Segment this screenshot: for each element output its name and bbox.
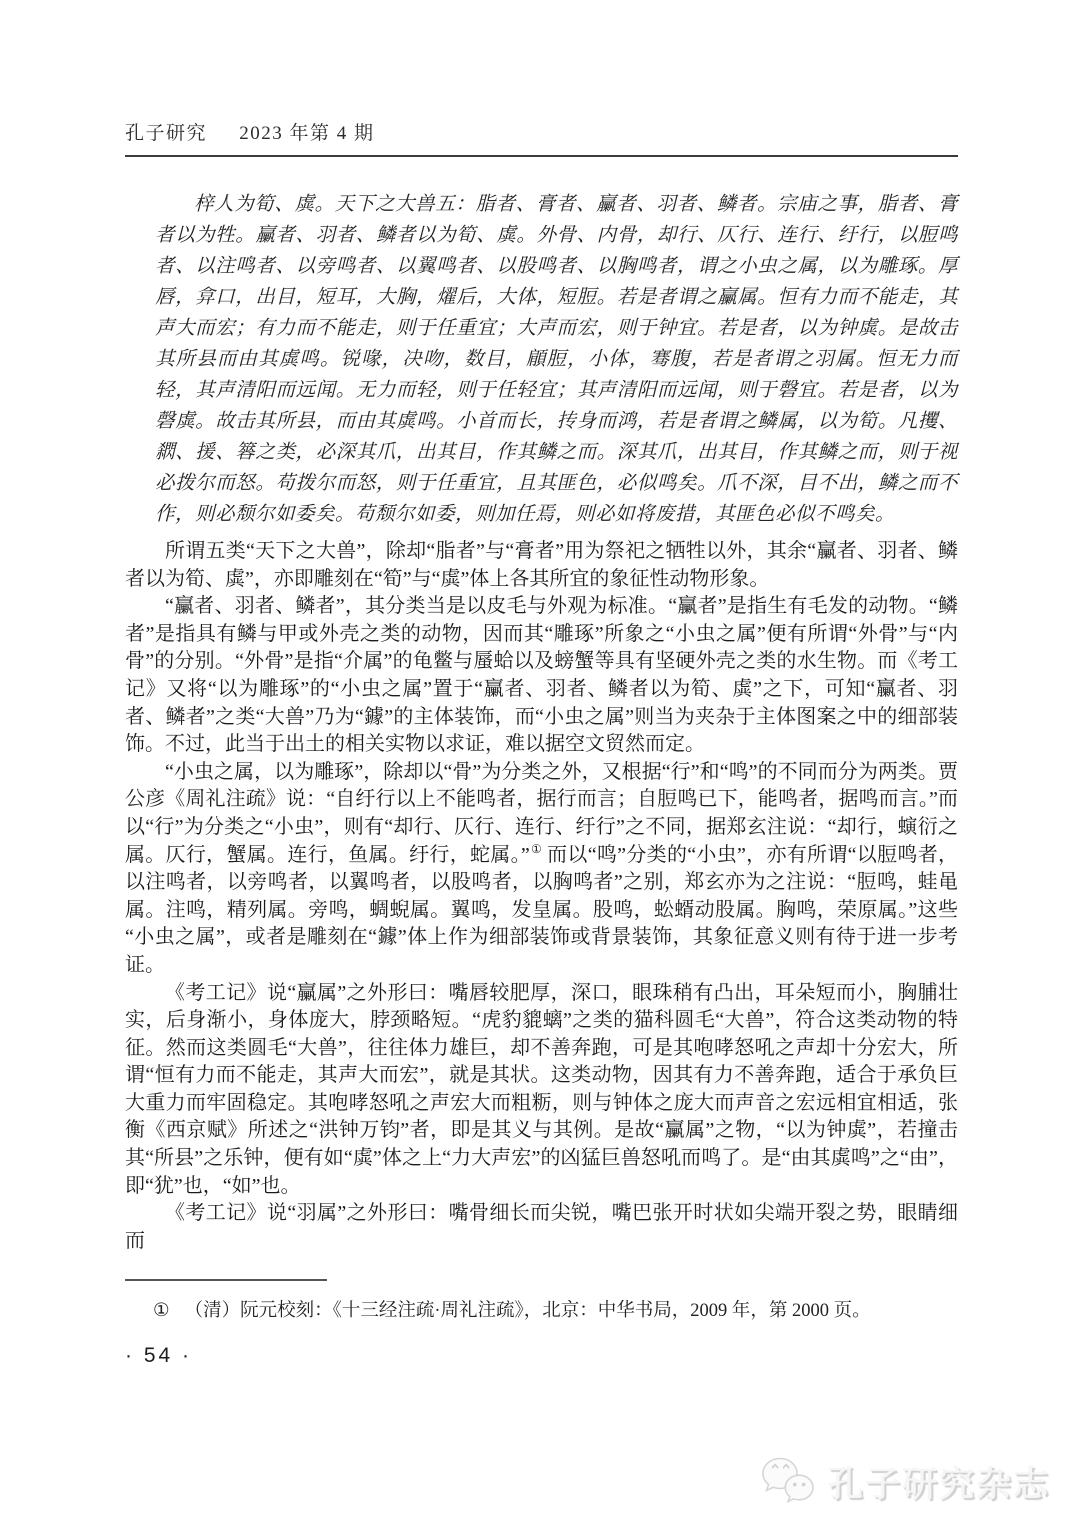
article-body [125, 189, 958, 1255]
watermark [756, 1454, 1050, 1510]
footnote-area [125, 1279, 958, 1324]
page-number: · 54 · [125, 1344, 193, 1368]
journal-title: 孔子研究 [125, 123, 208, 144]
paragraph-1: 所谓五类“天下之大兽”，除却“脂者”与“膏者”用为祭祀之牺牲以外，其余“臝者、羽者、鳞者以为筍、虡”，亦即雕刻在“筍”与“虡”体上各其所宜的象征性动物形象。 [125, 540, 958, 590]
issue-label: 2023 年第 4 期 [239, 123, 375, 144]
paragraph-3-text: “小虫之属，以为雕琢”，除却以“骨”为分类之外，又根据“行”和“鸣”的不同而分为两类。贾公彦《周礼注疏》说：“自纡行以上不能鸣者，据行而言；自脰鸣已下，能鸣者，据鸣而言。”而以“行”为分类之“小虫”，则有“却行、仄行、连行、纡行”之不同，据郑玄注说：“却行，螾衍之属。仄行，蟹属。连行，鱼属。纡行，蛇属。” [125, 760, 958, 866]
wechat-chat-bubbles-icon [756, 1454, 820, 1510]
header-rule [125, 155, 958, 157]
paragraph-3 [125, 759, 958, 980]
paragraph-3-text-continued: 而以“鸣”分类的“小虫”，亦有所谓“以脰鸣者，以注鸣者，以旁鸣者，以翼鸣者，以股鸣者，以胸鸣者”之别，郑玄亦为之注说：“脰鸣，蛙黾属。注鸣，精列属。旁鸣，蜩蜺属。翼鸣，发皇属。股鸣，蚣蝑动股属。胸鸣，荣原属。”这些“小虫之属”，或者是雕刻在“鐻”体上作为细部装饰或背景装饰，其象征意义则有待于进一步考证。 [125, 843, 958, 976]
watermark-label: 孔子研究杂志 [827, 1465, 1050, 1504]
paragraph-4: 《考工记》说“臝属”之外形曰：嘴唇较肥厚，深口，眼珠稍有凸出，耳朵短而小，胸脯壮实，后身渐小，身体庞大，脖颈略短。“虎豹貔螭”之类的猫科圆毛“大兽”，符合这类动物的特征。然而这类圆毛“大兽”，往往体力雄巨，却不善奔跑，可是其咆哮怒吼之声却十分宏大，所谓“恒有力而不能走，其声大而宏”，就是其状。这类动物，因其有力不善奔跑，适合于承负巨大重力而牢固稳定。其咆哮怒吼之声宏大而粗粝，则与钟体之庞大而声音之宏远相宜相适，张衡《西京赋》所述之“洪钟万钧”者，即是其义与其例。是故“臝属”之物，“以为钟虡”，若撞击其“所县”之乐钟，便有如“虡”体之上“力大声宏”的凶猛巨兽怒吼而鸣了。是“由其虡鸣”之“由”，即“犹”也，“如”也。 [125, 981, 958, 1197]
footnote-marker: ① [153, 1301, 170, 1322]
page-header [125, 118, 958, 145]
footnote-text: （清）阮元校刻：《十三经注疏·周礼注疏》，北京：中华书局，2009 年，第 2000 页。 [184, 1301, 871, 1322]
footnote-divider [125, 1279, 327, 1281]
kaogongji-quote: 梓人为筍、虡。天下之大兽五：脂者、膏者、臝者、羽者、鳞者。宗庙之事，脂者、膏者以为牲。臝者、羽者、鳞者以为筍、虡。外骨、内骨，却行、仄行、连行、纡行，以脰鸣者、以注鸣者、以旁鸣者、以翼鸣者、以股鸣者、以胸鸣者，谓之小虫之属，以为雕琢。厚唇，弇口，出目，短耳，大胸，燿后，大体，短脰。若是者谓之臝属。恒有力而不能走，其声大而宏；有力而不能走，则于任重宜；大声而宏，则于钟宜。若是者，以为钟虡。是故击其所县而由其虡鸣。锐喙，决吻，数目，顅脰，小体，骞腹，若是者谓之羽属。恒无力而轻，其声清阳而远闻。无力而轻，则于任轻宜；其声清阳而远闻，则于磬宜。若是者，以为磬虡。故击其所县，而由其虡鸣。小首而长，抟身而鸿，若是者谓之鳞属，以为筍。凡攫、閷、援、簭之类，必深其爪，出其目，作其鳞之而。深其爪，出其目，作其鳞之而，则于视必拨尔而怒。苟拨尔而怒，则于任重宜，且其匪色，必似鸣矣。爪不深，目不出，鳞之而不作，则必颓尔如委矣。苟颓尔如委，则加任焉，则必如将废措，其匪色必似不鸣矣。 [155, 194, 958, 525]
paragraph-2: “臝者、羽者、鳞者”，其分类当是以皮毛与外观为标准。“臝者”是指生有毛发的动物。“鳞者”是指具有鳞与甲或外壳之类的动物，因而其“雕琢”所象之“小虫之属”便有所谓“外骨”与“内骨”的分别。“外骨”是指“介属”的龟鳖与蜃蛤以及螃蟹等具有坚硬外壳之类的水生物。而《考工记》又将“以为雕琢”的“小虫之属”置于“臝者、羽者、鳞者以为筍、虡”之下，可知“臝者、羽者、鳞者”之类“大兽”乃为“鐻”的主体装饰，而“小虫之属”则当为夹杂于主体图案之中的细部装饰。不过，此当于出土的相关实物以求证，难以据空文贸然而定。 [125, 595, 958, 756]
footnote-1 [125, 1298, 958, 1324]
paragraph-5: 《考工记》说“羽属”之外形曰：嘴骨细长而尖锐，嘴巴张开时状如尖端开裂之势，眼睛细而 [125, 1202, 958, 1252]
footnote-reference-1: ① [530, 841, 543, 856]
